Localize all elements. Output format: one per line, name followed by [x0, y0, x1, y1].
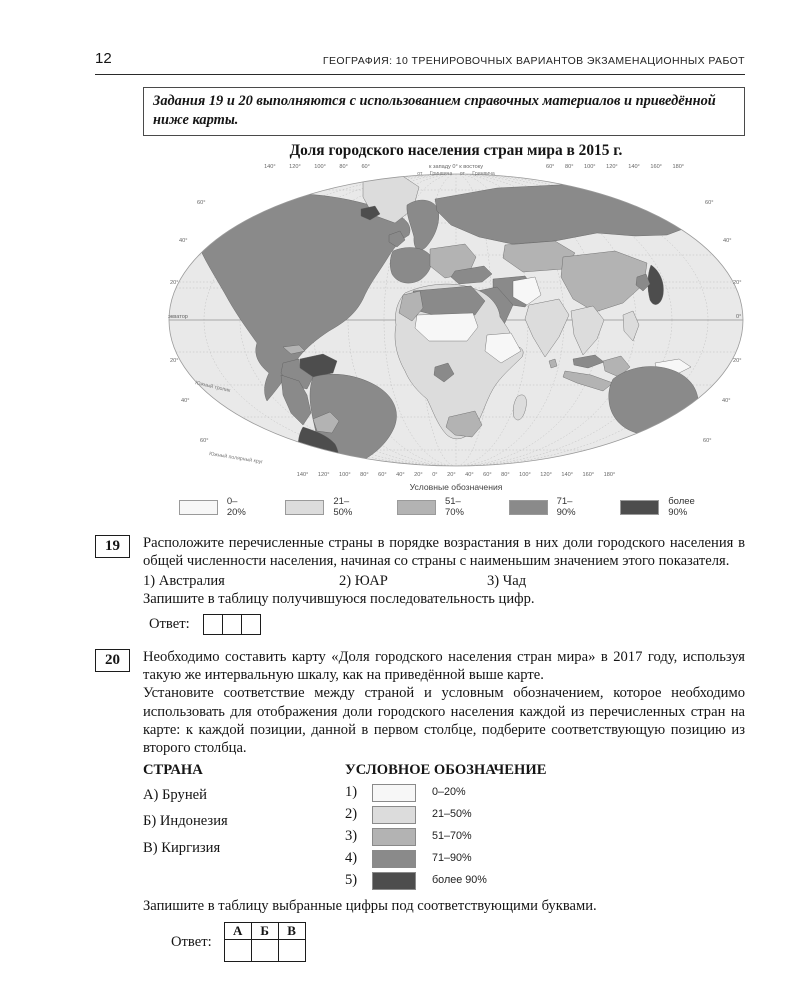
- country-brunei: А) Бруней: [143, 787, 207, 804]
- symbol-column: [345, 761, 745, 889]
- question-19-body: [143, 534, 745, 635]
- map-legend: [167, 496, 745, 518]
- answer-cell: [241, 614, 260, 634]
- map-figure: [167, 142, 745, 518]
- answer-cell: [222, 614, 241, 634]
- map-equator-label: экватор: [168, 314, 188, 321]
- symbol-label-2: 21–50%: [432, 807, 472, 820]
- legend-item-2: [285, 496, 367, 518]
- world-map: [167, 162, 745, 480]
- matching-section: [143, 761, 745, 889]
- answer-header-v: В: [278, 922, 305, 939]
- option-1-australia: 1) Австралия: [143, 572, 225, 589]
- question-20-number: 20: [95, 649, 130, 672]
- map-lat-right-20s: 20°: [733, 358, 742, 365]
- symbol-label-3: 51–70%: [432, 829, 472, 842]
- answer-cell: [251, 939, 278, 961]
- answer-cell: [224, 939, 251, 961]
- map-lat-right-20n: 20°: [733, 280, 742, 287]
- symbol-label-1: 0–20%: [432, 785, 466, 798]
- option-3-chad: 3) Чад: [487, 572, 527, 589]
- country-indonesia: Б) Индонезия: [143, 813, 228, 830]
- answer-table-q19: [203, 614, 261, 635]
- question-19-options: [143, 572, 745, 590]
- map-south-tropic-label: Южный тропик: [194, 380, 231, 395]
- tasks-note-box: [143, 87, 745, 136]
- legend-item-5: [620, 496, 715, 518]
- symbol-swatch-2: [372, 806, 416, 824]
- map-south-polar-label: Южный полярный круг: [208, 451, 264, 466]
- map-lon-bottom: 140° 120° 100° 80° 60° 40° 20° 0° 20° 40° 60° 80° 100° 120° 140° 160° 180°: [296, 472, 616, 479]
- symbol-row-5: [345, 872, 745, 889]
- book-title: ГЕОГРАФИЯ: 10 ТРЕНИРОВОЧНЫХ ВАРИАНТОВ ЭКЗАМЕНАЦИОННЫХ РАБОТ: [322, 55, 745, 67]
- question-19-instruction: Запишите в таблицу получившуюся последовательность цифр.: [143, 591, 535, 608]
- legend-swatch-3: [397, 500, 436, 515]
- legend-swatch-1: [179, 500, 218, 515]
- symbol-row-3: [345, 828, 745, 845]
- question-19-answer-row: [149, 614, 745, 635]
- map-legend-title: Условные обозначения: [409, 482, 503, 493]
- answer-label: Ответ:: [171, 933, 212, 950]
- symbol-number-2: 2): [345, 806, 358, 823]
- symbol-swatch-4: [372, 850, 416, 868]
- map-lat-left-40n: 40°: [179, 238, 188, 245]
- map-lat-right-40s: 40°: [722, 398, 731, 405]
- legend-label-3: 51–70%: [444, 496, 464, 519]
- question-20: [95, 648, 745, 962]
- option-2-south-africa: 2) ЮАР: [339, 572, 388, 589]
- country-column: [143, 761, 345, 889]
- tasks-note-text: Задания 19 и 20 выполняются с использованием справочных материалов и приведённой ниже карты.: [153, 93, 716, 129]
- map-lon-top-left: 140° 120° 100° 80° 60°: [264, 164, 370, 171]
- symbol-number-5: 5): [345, 872, 358, 889]
- map-lat-left-60s: 60°: [200, 438, 209, 445]
- symbol-row-4: [345, 850, 745, 867]
- map-lat-left-20s: 20°: [170, 358, 179, 365]
- map-title: Доля городского населения стран мира в 2015 г.: [289, 142, 623, 160]
- legend-label-5: более 90%: [668, 496, 695, 519]
- map-greenwich-label-1: к западу 0° к востоку: [428, 164, 484, 171]
- country-header: СТРАНА: [143, 761, 203, 778]
- question-19-number: 19: [95, 535, 130, 558]
- question-20-body: [143, 648, 745, 962]
- legend-label-4: 71–90%: [556, 496, 576, 519]
- question-20-answer-row: [171, 922, 745, 962]
- symbol-number-1: 1): [345, 784, 358, 801]
- symbol-swatch-3: [372, 828, 416, 846]
- symbol-header: УСЛОВНОЕ ОБОЗНАЧЕНИЕ: [345, 761, 547, 778]
- region-australia: [609, 367, 698, 436]
- answer-cell: [278, 939, 305, 961]
- map-lat-left-40s: 40°: [181, 398, 190, 405]
- country-kyrgyzstan: В) Киргизия: [143, 839, 221, 856]
- map-lat-right-0: 0°: [736, 314, 742, 321]
- legend-item-1: [179, 496, 255, 518]
- question-20-paragraph-2: Установите соответствие между страной и условным обозначением, которое необходимо использовать для отображения доли городского населения каждой из перечисленных стран на карте: к каждой позиции, данной в первом столбце, подберите соответствующую позицию из второго столбца.: [143, 685, 745, 757]
- question-20-paragraph-1: Необходимо составить карту «Доля городского населения стран мира» в 2017 году, используя такую же интервальную шкалу, как на приведённой выше карте.: [143, 648, 745, 683]
- legend-label-1: 0–20%: [226, 496, 246, 519]
- page-number: 12: [95, 50, 112, 67]
- map-lat-right-60n: 60°: [705, 200, 714, 207]
- map-lat-left-60n: 60°: [197, 200, 206, 207]
- map-lat-right-40n: 40°: [723, 238, 732, 245]
- answer-label: Ответ:: [149, 615, 190, 632]
- region-sahel: [415, 313, 478, 341]
- legend-swatch-4: [509, 500, 548, 515]
- legend-swatch-2: [285, 500, 324, 515]
- answer-cell: [203, 614, 222, 634]
- answer-header-a: А: [224, 922, 251, 939]
- symbol-number-4: 4): [345, 850, 358, 867]
- legend-item-4: [509, 496, 591, 518]
- symbol-row-1: [345, 784, 745, 801]
- symbol-swatch-1: [372, 784, 416, 802]
- map-lat-left-20n: 20°: [170, 280, 179, 287]
- map-greenwich-label-2: от Гринвича от Гринвича: [417, 171, 495, 178]
- legend-label-2: 21–50%: [333, 496, 353, 519]
- symbol-label-5: более 90%: [432, 873, 487, 886]
- symbol-swatch-5: [372, 872, 416, 890]
- symbol-row-2: [345, 806, 745, 823]
- symbol-number-3: 3): [345, 828, 358, 845]
- question-20-instruction: Запишите в таблицу выбранные цифры под соответствующими буквами.: [143, 898, 597, 915]
- map-lon-top-right: 60° 80° 100° 120° 140° 160° 180°: [545, 164, 685, 171]
- answer-header-b: Б: [251, 922, 278, 939]
- legend-item-3: [397, 496, 479, 518]
- legend-swatch-5: [620, 500, 659, 515]
- page-header: [95, 50, 745, 75]
- symbol-label-4: 71–90%: [432, 851, 472, 864]
- answer-table-q20: [224, 922, 306, 962]
- question-19-text: Расположите перечисленные страны в порядке возрастания в них доли городского населения в общей численности населения, начиная со страны с наименьшим значением этого показателя.: [143, 535, 745, 570]
- question-19: [95, 534, 745, 635]
- map-lat-right-60s: 60°: [703, 438, 712, 445]
